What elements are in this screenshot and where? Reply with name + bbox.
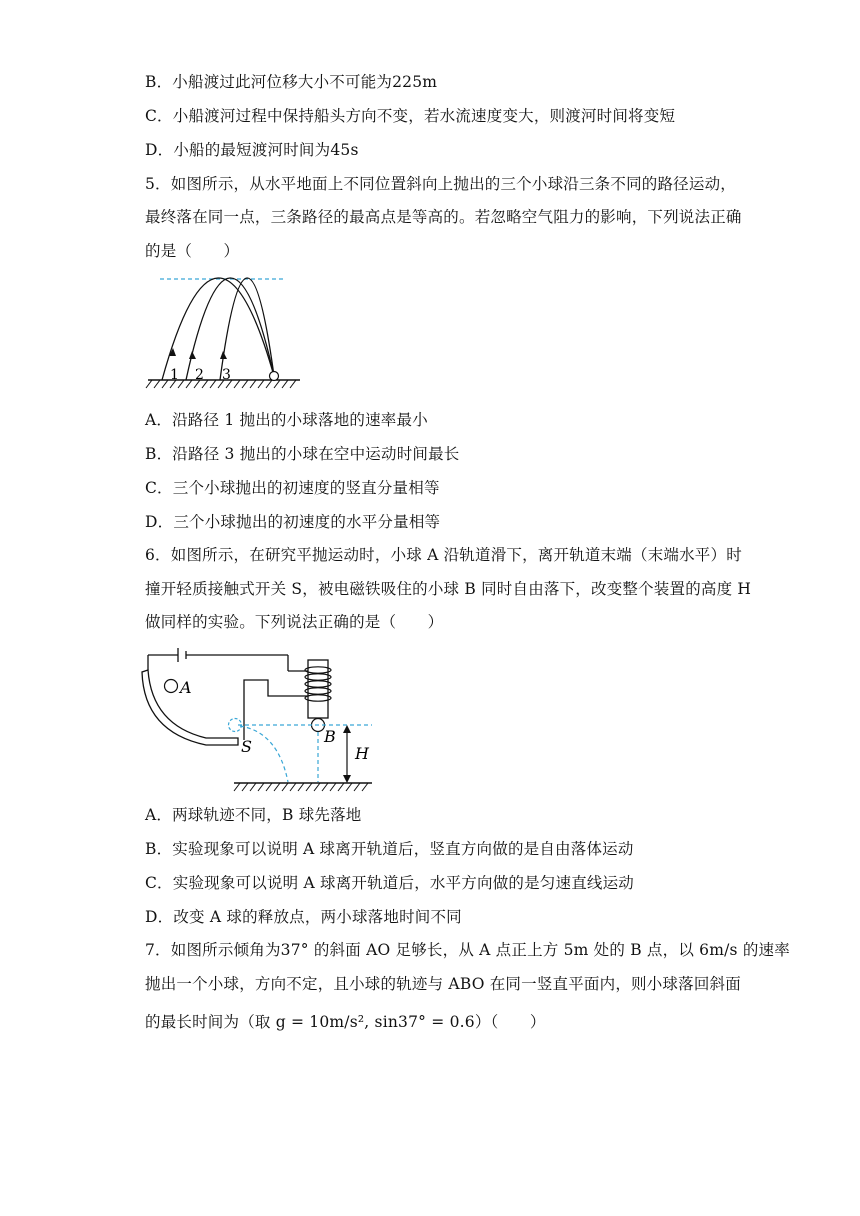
q5-arrow-3-icon <box>220 351 227 359</box>
q6-label-b: B <box>324 727 336 746</box>
q6-electromagnet-frame <box>308 660 328 718</box>
q6-apparatus-figure <box>140 640 390 800</box>
q5-option-c: C．三个小球抛出的初速度的竖直分量相等 <box>145 479 440 497</box>
q5-stem-line-2: 最终落在同一点，三条路径的最高点是等高的。若忽略空气阻力的影响，下列说法正确 <box>145 208 742 226</box>
q7-stem-line-1: 7．如图所示倾角为37° 的斜面 AO 足够长，从 A 点正上方 5m 处的 B 点，以 6m/s 的速率 <box>145 941 790 959</box>
q4-option-c: C．小船渡河过程中保持船头方向不变，若水流速度变大，则渡河时间将变短 <box>145 107 676 125</box>
q5-path-2 <box>186 278 274 380</box>
q6-label-h: H <box>355 744 369 763</box>
q5-landing-ball <box>270 372 279 381</box>
q6-circuit <box>148 648 308 671</box>
q5-option-d: D．三个小球抛出的初速度的水平分量相等 <box>145 513 441 531</box>
q5-projectile-figure <box>140 268 310 394</box>
q5-arrow-2-icon <box>189 351 196 359</box>
q6-stem-line-2: 撞开轻质接触式开关 S，被电磁铁吸住的小球 B 同时自由落下，改变整个装置的高度 H <box>145 580 752 598</box>
q6-option-d: D．改变 A 球的释放点，两小球落地时间不同 <box>145 908 462 926</box>
q4-option-b: B．小船渡过此河位移大小不可能为225m <box>145 73 438 91</box>
q6-label-s: S <box>241 737 252 756</box>
q6-bracket <box>244 680 308 740</box>
q5-label-2: 2 <box>195 367 204 383</box>
q7-stem-line-2: 抛出一个小球，方向不定，且小球的轨迹与 ABO 在同一竖直平面内，则小球落回斜面 <box>145 975 741 993</box>
q7-stem-line-3: 的最长时间为（取 g = 10m/s², sin37° = 0.6）（ ） <box>145 1013 546 1031</box>
q5-option-a: A．沿路径 1 抛出的小球落地的速率最小 <box>145 411 428 429</box>
q4-option-d: D．小船的最短渡河时间为45s <box>145 141 359 159</box>
q5-stem-line-3: 的是（ ） <box>145 242 240 260</box>
q6-option-a: A．两球轨迹不同，B 球先落地 <box>145 806 362 824</box>
q5-path-1 <box>162 278 274 380</box>
q6-arrow-down-icon <box>343 775 351 783</box>
q6-ground-hatching <box>234 783 368 791</box>
q5-ground-hatching <box>146 380 296 388</box>
q6-stem-line-3: 做同样的实验。下列说法正确的是（ ） <box>145 613 444 631</box>
q5-option-b: B．沿路径 3 抛出的小球在空中运动时间最长 <box>145 445 460 463</box>
q5-stem-line-1: 5．如图所示，从水平地面上不同位置斜向上抛出的三个小球沿三条不同的路径运动， <box>145 175 736 193</box>
q6-stem-line-1: 6．如图所示，在研究平抛运动时，小球 A 沿轨道滑下，离开轨道末端（末端水平）时 <box>145 546 742 564</box>
q5-label-1: 1 <box>170 367 179 383</box>
q6-option-b: B．实验现象可以说明 A 球离开轨道后，竖直方向做的是自由落体运动 <box>145 840 634 858</box>
q5-label-3: 3 <box>222 367 231 383</box>
q6-ball-a <box>165 680 178 693</box>
q6-label-a: A <box>180 678 192 697</box>
q6-option-c: C．实验现象可以说明 A 球离开轨道后，水平方向做的是匀速直线运动 <box>145 874 635 892</box>
q6-arrow-up-icon <box>343 725 351 733</box>
